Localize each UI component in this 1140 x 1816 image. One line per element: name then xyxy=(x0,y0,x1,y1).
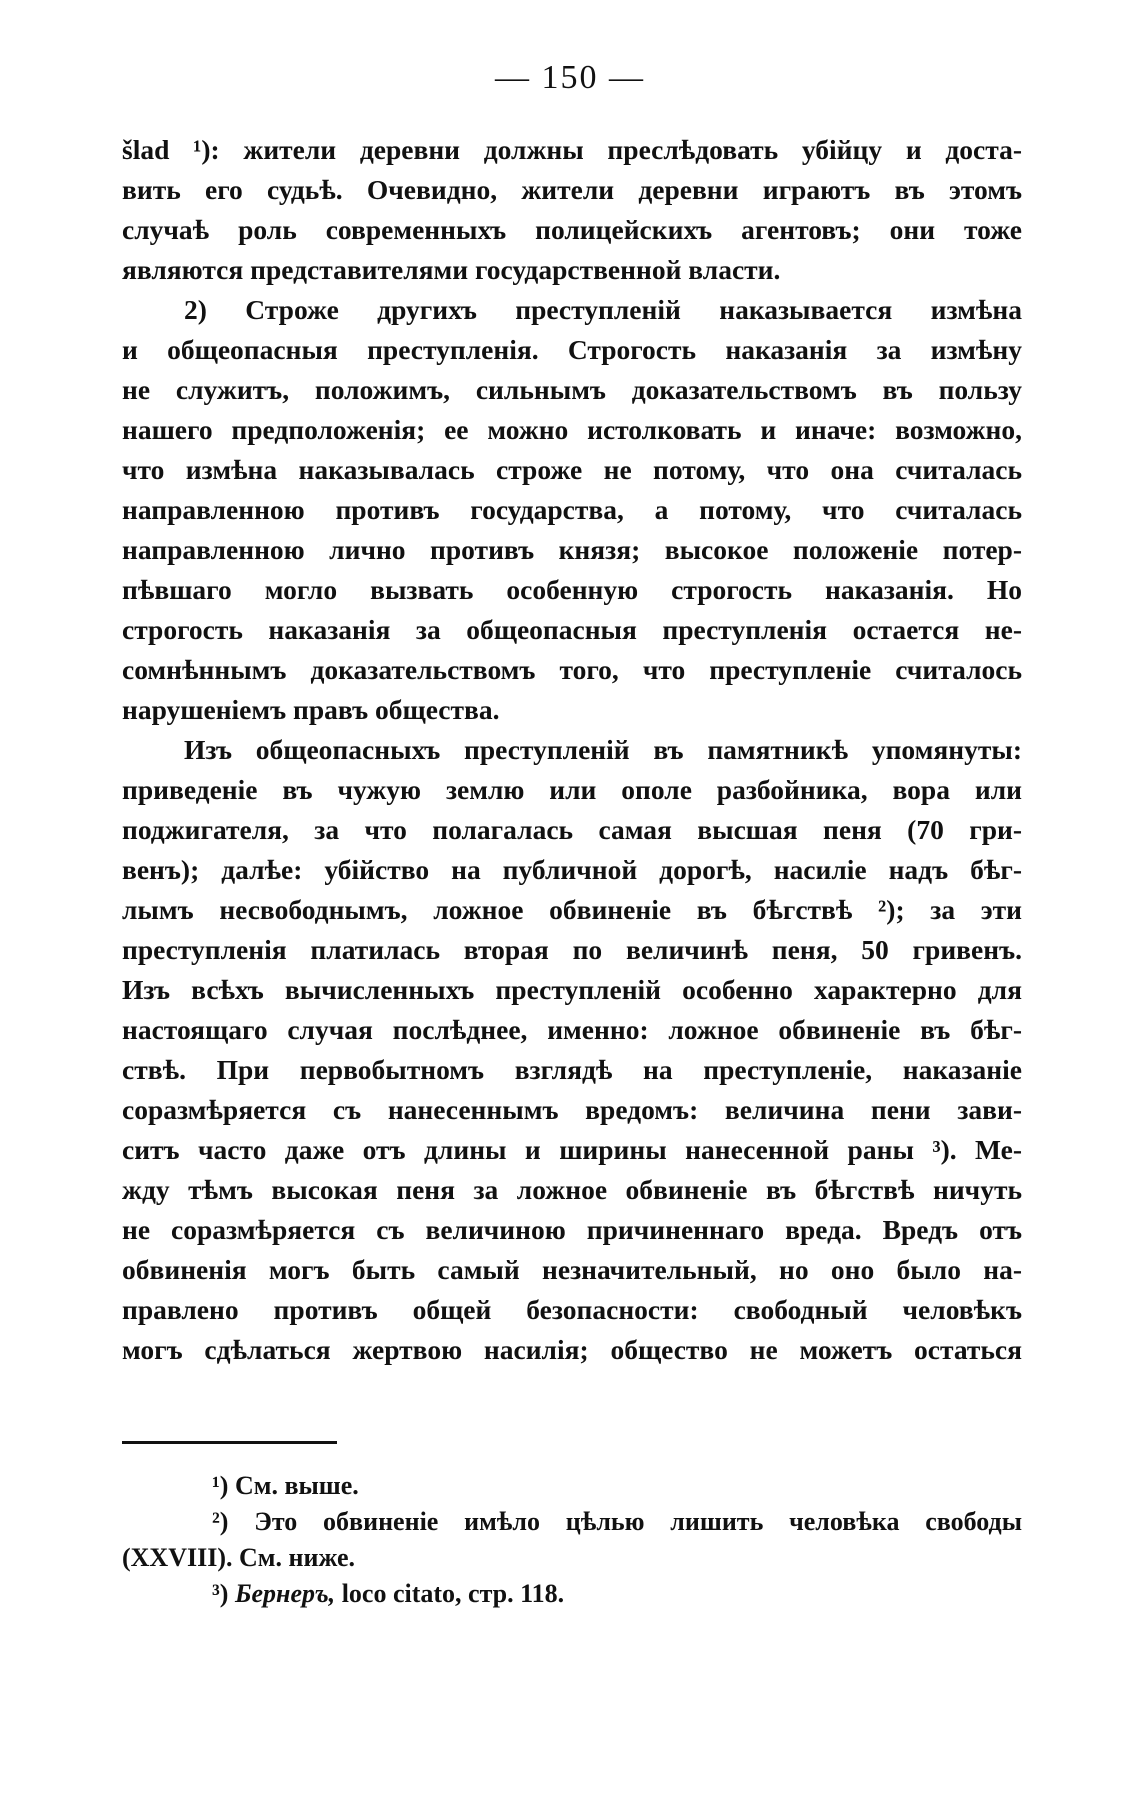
text-line: Изъ общеопасныхъ преступленій въ памятникѣ упомянуты: xyxy=(184,734,1022,765)
footnote-2: ²) Это обвиненіе имѣло цѣлью лишить человѣка свободы xyxy=(212,1507,1022,1536)
text-line: 2) Строже другихъ преступленій наказывается измѣна xyxy=(184,294,1022,325)
text-line: поджигателя, за что полагалась самая высшая пеня (70 гри- xyxy=(122,814,1022,845)
text-line: преступленія платилась вторая по величинѣ пеня, 50 гривенъ. xyxy=(122,934,1022,965)
text-line: случаѣ роль современныхъ полицейскихъ агентовъ; они тоже xyxy=(122,214,1022,245)
text-line: жду тѣмъ высокая пеня за ложное обвиненіе въ бѣгствѣ ничуть xyxy=(122,1174,1022,1205)
text-line: могъ сдѣлаться жертвою насилія; общество не можетъ остаться xyxy=(122,1334,1022,1365)
footnote-3 xyxy=(122,1576,1022,1612)
text-line: что измѣна наказывалась строже не потому, что она считалась xyxy=(122,454,1022,485)
page-number: — 150 — xyxy=(495,59,645,96)
text-line: вить его судьѣ. Очевидно, жители деревни играютъ въ этомъ xyxy=(122,174,1022,205)
text-line: сомнѣннымъ доказательствомъ того, что преступленіе считалось xyxy=(122,654,1022,685)
text-line: нарушеніемъ правъ общества. xyxy=(122,694,500,725)
text-line: не служитъ, положимъ, сильнымъ доказательствомъ въ пользу xyxy=(122,374,1022,405)
footnote-3-author: Бернеръ, xyxy=(234,1579,336,1608)
text-line: Изъ всѣхъ вычисленныхъ преступленій особенно характерно для xyxy=(122,974,1022,1005)
footnote-divider xyxy=(122,1441,337,1444)
text-line: строгость наказанія за общеопасныя преступленія остается не- xyxy=(122,614,1022,645)
text-line: пѣвшаго могло вызвать особенную строгость наказанія. Но xyxy=(122,574,1022,605)
main-text xyxy=(122,130,1022,1370)
text-line: венъ); далѣе: убійство на публичной дорогѣ, насиліе надъ бѣг- xyxy=(122,854,1022,885)
text-line: правлено противъ общей безопасности: свободный человѣкъ xyxy=(122,1294,1022,1325)
footnote-3-marker: ³) xyxy=(212,1579,229,1608)
text-line: ствѣ. При первобытномъ взглядѣ на преступленіе, наказаніе xyxy=(122,1054,1022,1085)
footnote-1: ¹) См. выше. xyxy=(212,1471,359,1500)
text-line: приведеніе въ чужую землю или ополе разбойника, вора или xyxy=(122,774,1022,805)
text-line: направленною противъ государства, а потому, что считалась xyxy=(122,494,1022,525)
text-line: нашего предположенія; ее можно истолковать и иначе: возможно, xyxy=(122,414,1022,445)
footnotes xyxy=(122,1468,1022,1612)
text-line: не соразмѣряется съ величиною причиненнаго вреда. Вредъ отъ xyxy=(122,1214,1022,1245)
text-line: настоящаго случая послѣднее, именно: ложное обвиненіе въ бѣг- xyxy=(122,1014,1022,1045)
footnote-3-citation: loco citato, стр. 118. xyxy=(341,1579,565,1608)
text-line: направленною лично противъ князя; высокое положеніе потер- xyxy=(122,534,1022,565)
text-line: и общеопасныя преступленія. Строгость наказанія за измѣну xyxy=(122,334,1022,365)
text-line: ситъ часто даже отъ длины и ширины нанесенной раны ³). Ме- xyxy=(122,1134,1022,1165)
text-line: лымъ несвободнымъ, ложное обвиненіе въ бѣгствѣ ²); за эти xyxy=(122,894,1022,925)
text-line: являются представителями государственной власти. xyxy=(122,254,781,285)
text-line: šlad ¹): жители деревни должны преслѣдовать убійцу и доста- xyxy=(122,134,1022,165)
text-line: соразмѣряется съ нанесеннымъ вредомъ: величина пени зави- xyxy=(122,1094,1022,1125)
text-line: обвиненія могъ быть самый незначительный, но оно было на- xyxy=(122,1254,1022,1285)
footnote-2-continuation: (XXVIII). См. ниже. xyxy=(122,1543,355,1572)
